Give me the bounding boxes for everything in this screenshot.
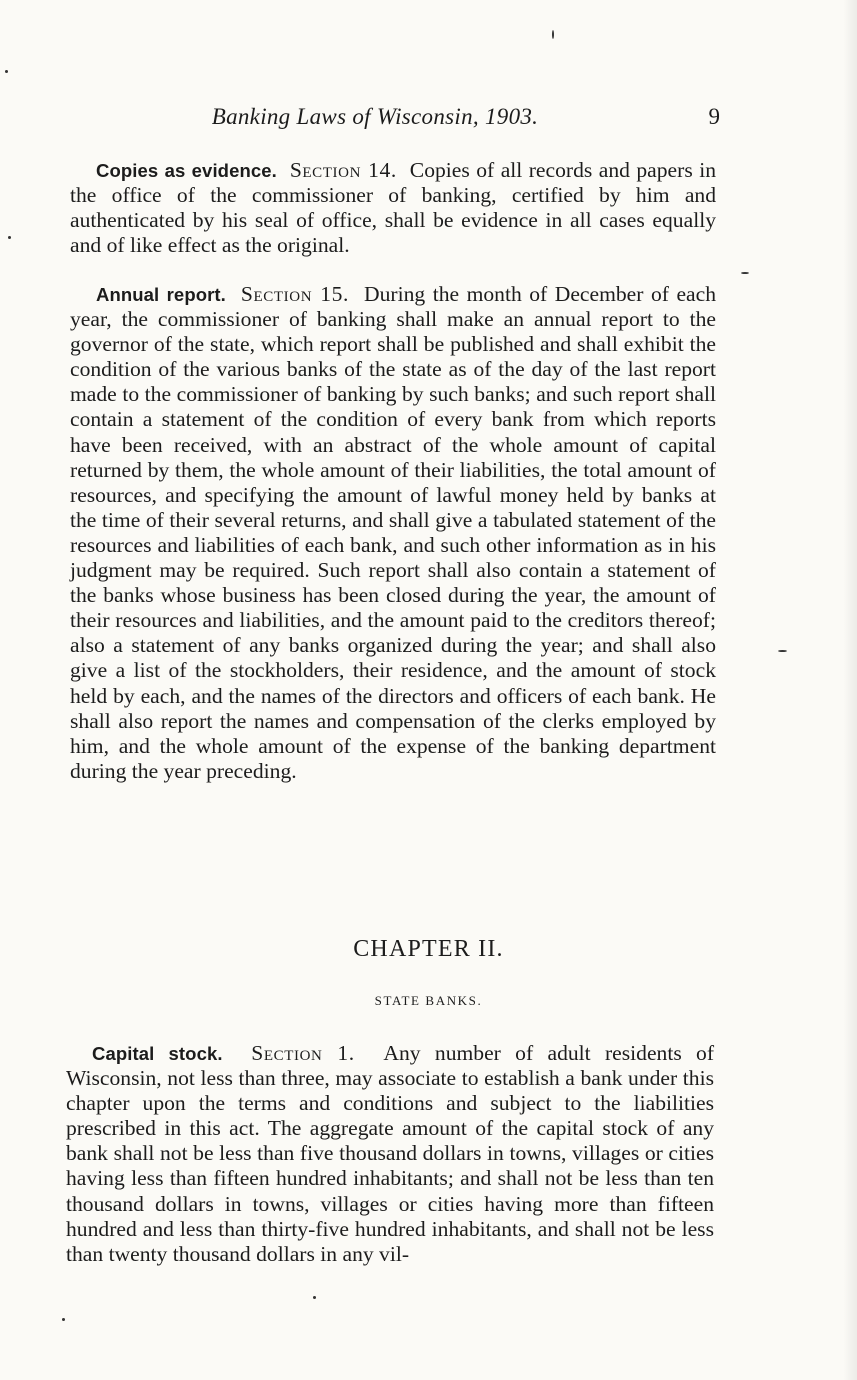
chapter-2-section-1-label: Section 1. bbox=[251, 1041, 355, 1065]
chapter-2-section-1-text: Any number of adult residents of Wisconsin, not less than three, may associate to establish a bank under this chapter upon the terms and conditions and subject to the liabilities prescribed in this act. The aggregate amount of the capital stock of any bank shall not be less than five thousand dollars in towns, villages or cities having less than fifteen hundred inhabitants; and shall not be less than ten thousand dollars in towns, villages or cities having more than fifteen hundred and less than thirty-five hundred inhabitants, and shall not be less than twenty thousand dollars in any vil- bbox=[66, 1041, 715, 1266]
page-edge-shadow bbox=[843, 0, 857, 1380]
section-15-text: During the month of December of each year, the commissioner of banking shall make an annual report to the governor of the state, which report shall be published and shall exhibit the condition of the various banks of the state as of the day of the last report made to the commissioner of banking by such banks; and such report shall contain a statement of the condition of every bank from which reports have been received, with an abstract of the whole amount of capital returned by them, the whole amount of their liabilities, the total amount of resources, and specifying the amount of lawful money held by banks at the time of their several returns, and shall give a tabulated statement of the resources and liabilities of each bank, and such other information as in his judgment may be required. Such report shall also contain a statement of the banks whose business has been closed during the year, the amount of their resources and liabilities, and the amount paid to the creditors thereof; also a statement of any banks organized during the year; and shall also give a list of the stockholders, their residence, and the amount of stock held by each, and the names of the directors and officers of each bank. He shall also report the names and compensation of the clerks employed by him, and the whole amount of the expense of the banking department during the year preceding. bbox=[70, 282, 716, 783]
chapter-heading: CHAPTER II. bbox=[353, 936, 504, 962]
section-15-sidenote: Annual report. bbox=[96, 284, 226, 305]
section-14-paragraph bbox=[70, 158, 716, 258]
page-number: 9 bbox=[708, 104, 720, 129]
section-14-sidenote: Copies as evidence. bbox=[96, 160, 277, 181]
scan-speck bbox=[62, 1318, 65, 1321]
section-15-label: Section 15. bbox=[240, 282, 350, 306]
scan-speck bbox=[552, 30, 554, 39]
scan-speck bbox=[778, 650, 787, 652]
running-head-title: Banking Laws of Wisconsin, 1903. bbox=[211, 104, 539, 129]
chapter-subheading: STATE BANKS. bbox=[374, 993, 483, 1008]
scan-speck bbox=[5, 70, 8, 73]
scan-speck bbox=[741, 272, 749, 274]
section-14-text: Copies of all records and papers in the office of the commissioner of banking, certified by him and authenticated by his seal of office, shall be evidence in all cases equally and of like effect as the original. bbox=[70, 158, 716, 258]
section-14-label: Section 14. bbox=[289, 158, 397, 182]
running-head bbox=[70, 104, 720, 134]
scan-speck bbox=[313, 1296, 316, 1299]
chapter-2-section-1-sidenote: Capital stock. bbox=[92, 1043, 223, 1064]
scan-speck bbox=[8, 236, 11, 239]
chapter-2-section-1-paragraph bbox=[66, 1041, 714, 1267]
section-15-paragraph bbox=[70, 282, 716, 784]
